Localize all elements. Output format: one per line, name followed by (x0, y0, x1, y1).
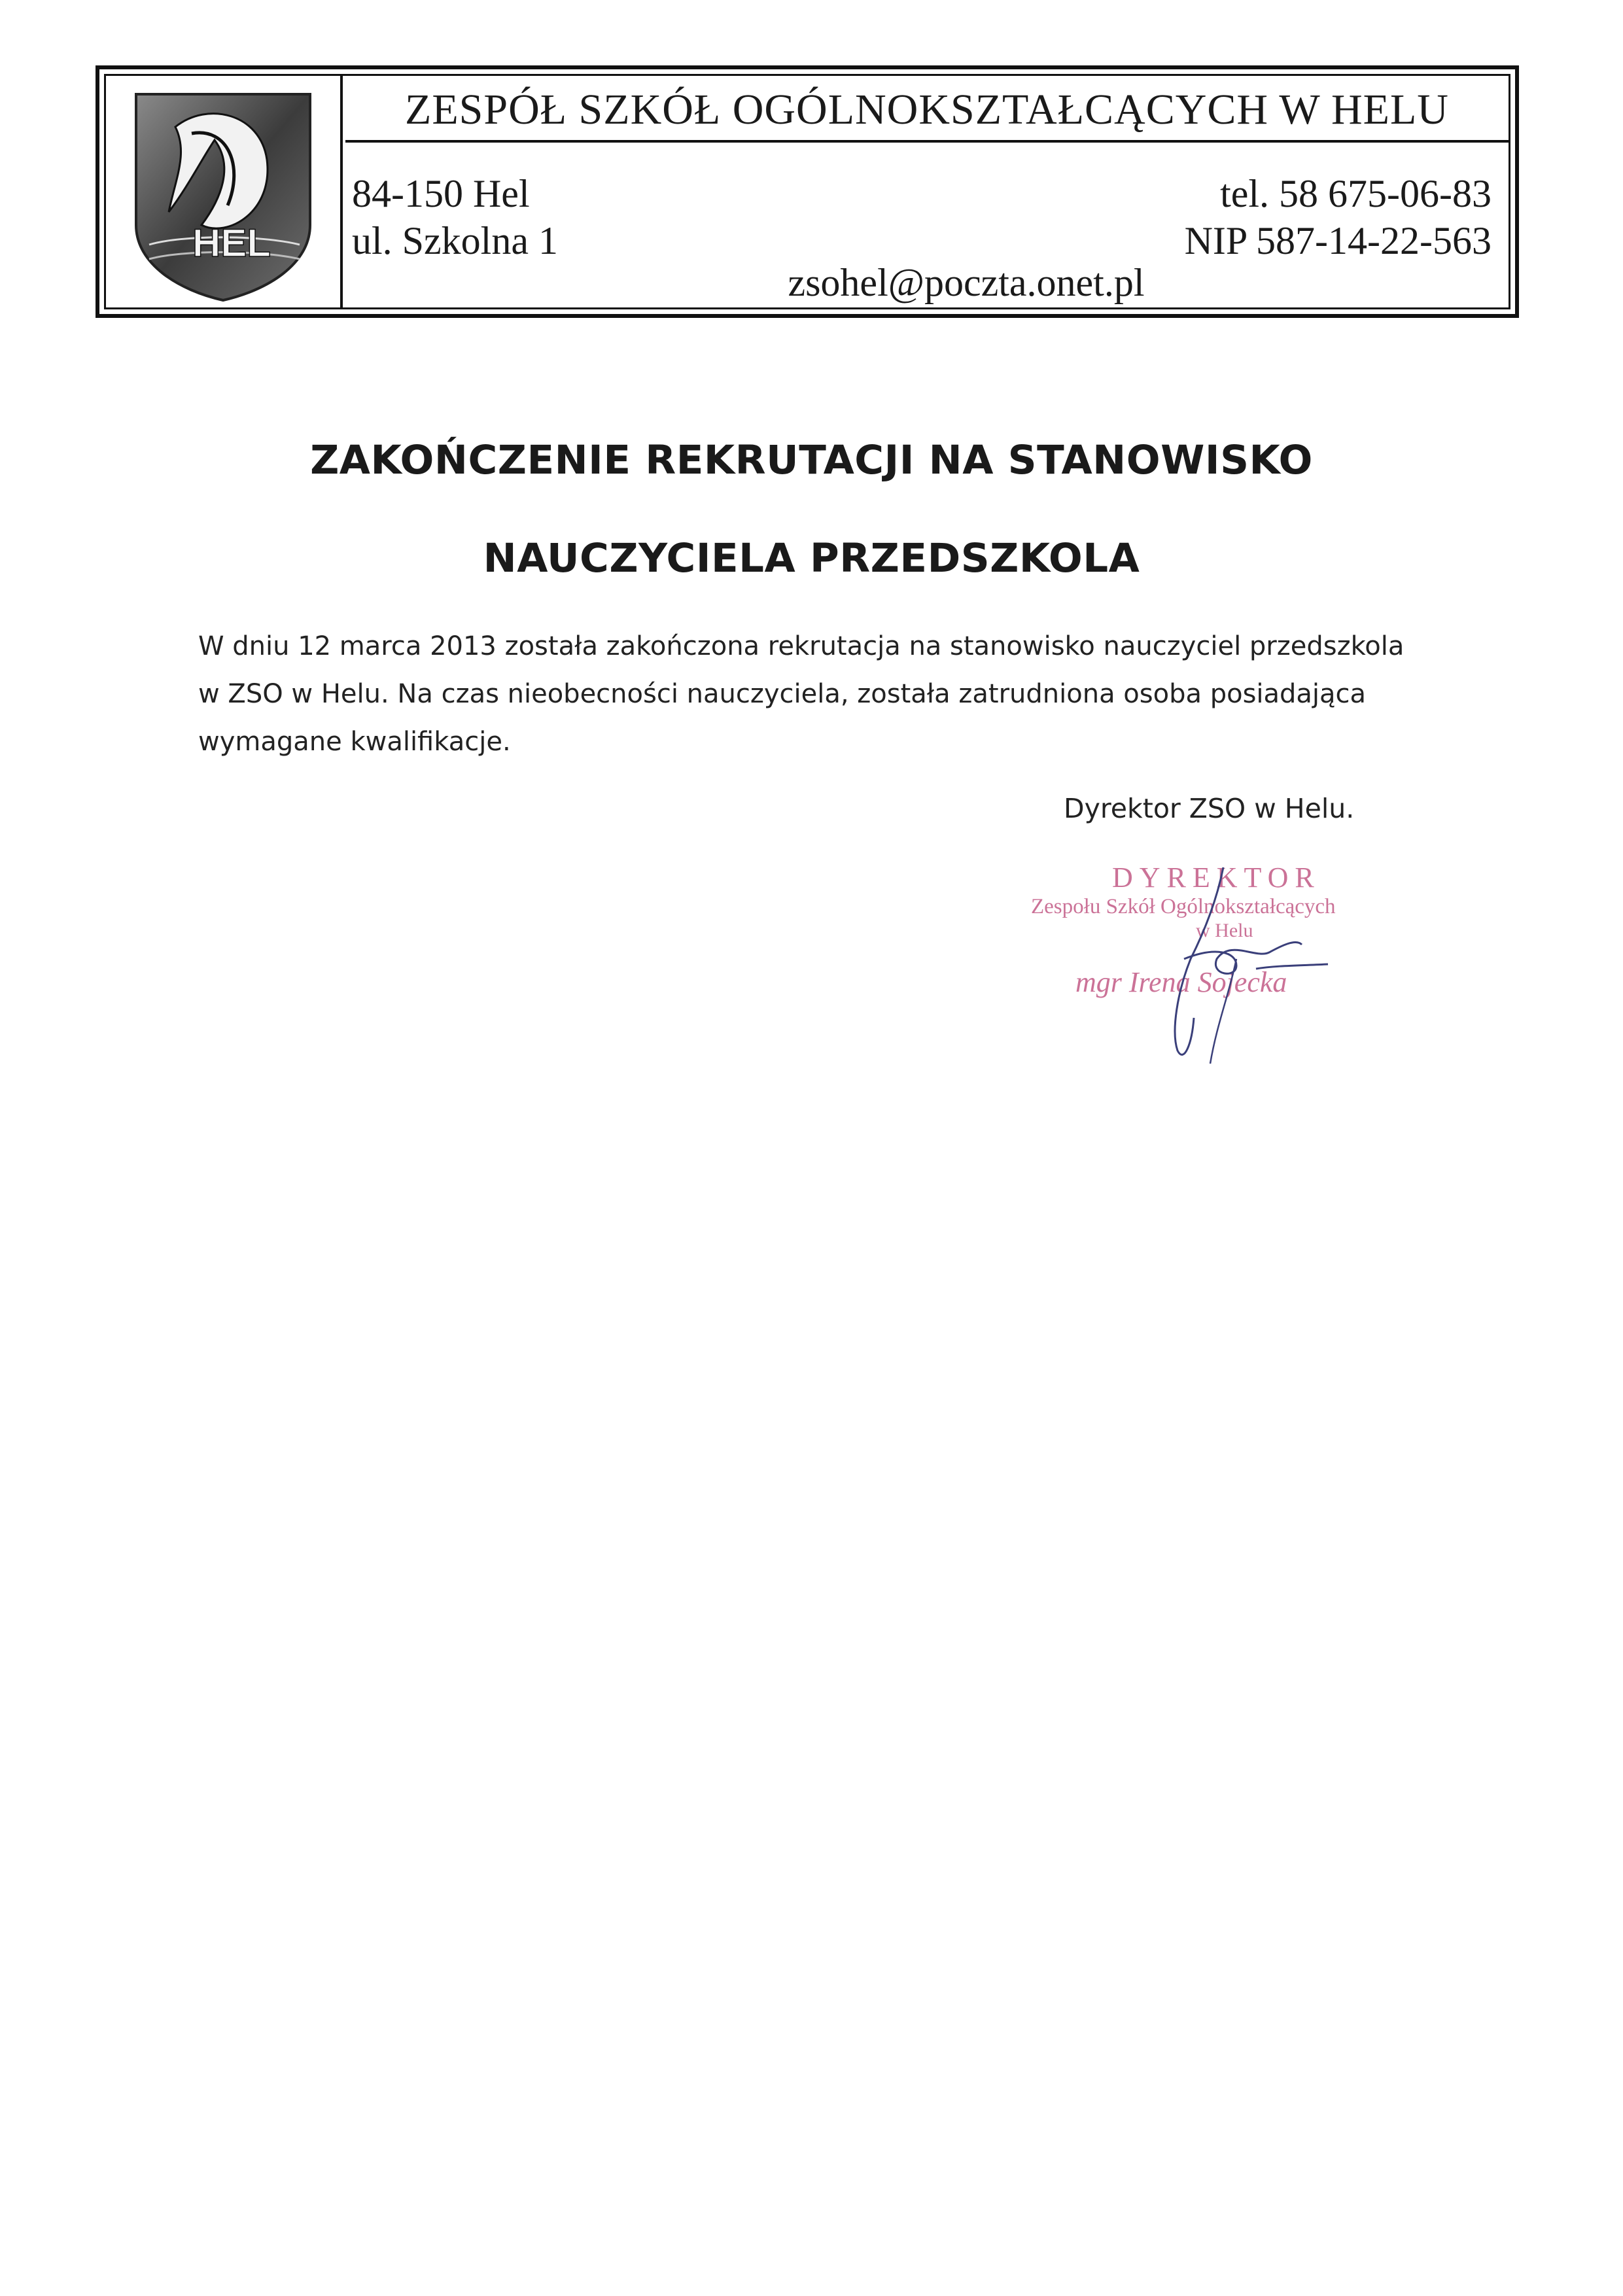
email-address: zsohel@poczta.onet.pl (788, 261, 1145, 304)
postal-address: 84-150 Hel (352, 172, 530, 215)
signatory-title: Dyrektor ZSO w Helu. (1064, 793, 1355, 824)
phone-number: tel. 58 675-06-83 (1220, 172, 1492, 215)
stamp-title: DYREKTOR (1112, 861, 1321, 894)
stamp-school: Zespołu Szkół Ogólnokształcących (1031, 895, 1336, 918)
handwritten-signature (1021, 861, 1426, 1070)
street-address: ul. Szkolna 1 (352, 219, 558, 262)
school-logo-icon (130, 88, 317, 304)
school-logo (106, 76, 343, 307)
director-stamp (1021, 861, 1426, 1070)
stamp-name: mgr Irena Sojecka (1075, 966, 1287, 998)
tax-id: NIP 587-14-22-563 (1184, 219, 1492, 262)
body-line: w ZSO w Helu. Na czas nieobecności nauczyciela, została zatrudniona osoba posiadająca (198, 679, 1367, 709)
document-title-line-1: ZAKOŃCZENIE REKRUTACJI NA STANOWISKO (310, 437, 1313, 483)
document-title-line-2: NAUCZYCIELA PRZEDSZKOLA (483, 535, 1140, 582)
school-name: ZESPÓŁ SZKÓŁ OGÓLNOKSZTAŁCĄCYCH W HELU (345, 85, 1509, 143)
stamp-town: w Helu (1196, 920, 1253, 941)
logo-text: HEL (192, 221, 271, 265)
body-line: wymagane kwalifikacje. (198, 727, 511, 757)
letterhead-inner-frame (104, 74, 1510, 309)
letterhead (96, 65, 1519, 318)
announcement-body (198, 623, 1441, 766)
letterhead-text (345, 76, 1509, 307)
body-line: W dniu 12 marca 2013 została zakończona rekrutacja na stanowisko nauczyciel przedszkola (198, 631, 1405, 661)
